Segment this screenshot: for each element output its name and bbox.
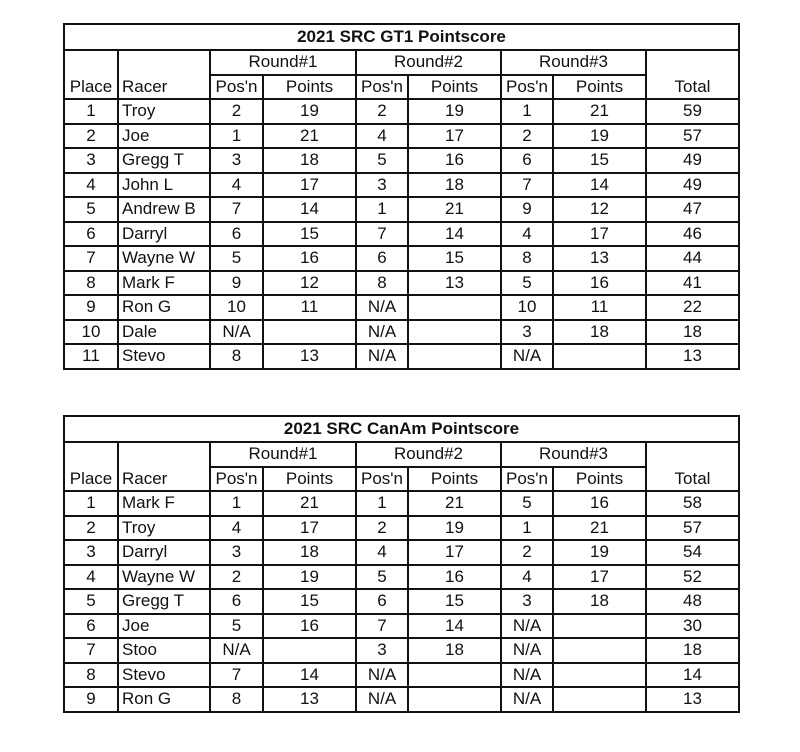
- table-row: [64, 540, 739, 565]
- cell-r1-pos: 1: [210, 124, 263, 149]
- cell-racer: Stevo: [118, 344, 210, 369]
- cell-r2-pos: N/A: [356, 344, 408, 369]
- cell-r3-pts: 17: [553, 222, 646, 247]
- cell-r3-pts: 16: [553, 271, 646, 296]
- cell-r3-pos: N/A: [501, 663, 553, 688]
- cell-racer: John L: [118, 173, 210, 198]
- table-row: [64, 516, 739, 541]
- cell-r1-pos: N/A: [210, 320, 263, 345]
- cell-r3-pos: 1: [501, 99, 553, 124]
- cell-r3-pts: 14: [553, 173, 646, 198]
- cell-racer: Mark F: [118, 271, 210, 296]
- cell-total: 49: [646, 173, 739, 198]
- cell-place: 4: [64, 565, 118, 590]
- cell-place: 8: [64, 663, 118, 688]
- header-racer: Racer: [118, 50, 210, 99]
- cell-r1-pts: 13: [263, 687, 356, 712]
- cell-r3-pos: 3: [501, 320, 553, 345]
- cell-r2-pos: 2: [356, 99, 408, 124]
- cell-place: 6: [64, 222, 118, 247]
- cell-place: 2: [64, 124, 118, 149]
- cell-r2-pts: [408, 344, 501, 369]
- cell-total: 57: [646, 124, 739, 149]
- cell-total: 49: [646, 148, 739, 173]
- cell-r2-pos: 7: [356, 222, 408, 247]
- cell-r2-pos: N/A: [356, 687, 408, 712]
- cell-r1-pos: 7: [210, 663, 263, 688]
- cell-r1-pos: 8: [210, 344, 263, 369]
- table-row: [64, 173, 739, 198]
- cell-total: 52: [646, 565, 739, 590]
- cell-r2-pts: 14: [408, 222, 501, 247]
- header-round-3: Round#3: [501, 442, 646, 467]
- cell-racer: Stoo: [118, 638, 210, 663]
- header-round-1: Round#1: [210, 442, 356, 467]
- cell-r3-pos: 2: [501, 124, 553, 149]
- cell-r1-pos: 4: [210, 173, 263, 198]
- cell-r1-pts: 14: [263, 197, 356, 222]
- cell-place: 7: [64, 246, 118, 271]
- cell-place: 8: [64, 271, 118, 296]
- cell-place: 9: [64, 295, 118, 320]
- table-row: [64, 246, 739, 271]
- table-row: [64, 295, 739, 320]
- cell-r1-pos: 10: [210, 295, 263, 320]
- cell-r3-pos: 1: [501, 516, 553, 541]
- cell-r3-pts: [553, 614, 646, 639]
- cell-r1-pos: 6: [210, 589, 263, 614]
- cell-racer: Ron G: [118, 687, 210, 712]
- cell-r1-pts: 19: [263, 99, 356, 124]
- cell-r1-pos: 4: [210, 516, 263, 541]
- cell-r3-pos: 6: [501, 148, 553, 173]
- gt1-pointscore-table: [63, 23, 740, 370]
- header-r2-posn: Pos'n: [356, 75, 408, 100]
- cell-r3-pts: 19: [553, 124, 646, 149]
- cell-r2-pts: 19: [408, 99, 501, 124]
- cell-r2-pos: 3: [356, 638, 408, 663]
- cell-total: 18: [646, 638, 739, 663]
- cell-r1-pos: 9: [210, 271, 263, 296]
- cell-r2-pts: 16: [408, 565, 501, 590]
- cell-r2-pos: 6: [356, 246, 408, 271]
- cell-r1-pts: [263, 320, 356, 345]
- table-row: [64, 589, 739, 614]
- cell-r1-pts: 18: [263, 148, 356, 173]
- cell-r2-pts: 17: [408, 540, 501, 565]
- cell-total: 58: [646, 491, 739, 516]
- table-row: [64, 344, 739, 369]
- cell-racer: Stevo: [118, 663, 210, 688]
- cell-total: 18: [646, 320, 739, 345]
- cell-r1-pts: 21: [263, 124, 356, 149]
- cell-r3-pos: N/A: [501, 687, 553, 712]
- cell-racer: Wayne W: [118, 246, 210, 271]
- header-total: Total: [646, 442, 739, 491]
- header-r3-posn: Pos'n: [501, 467, 553, 492]
- cell-racer: Joe: [118, 614, 210, 639]
- cell-racer: Darryl: [118, 222, 210, 247]
- cell-r1-pos: 6: [210, 222, 263, 247]
- cell-r2-pts: 18: [408, 173, 501, 198]
- cell-r1-pts: 15: [263, 589, 356, 614]
- cell-r1-pts: 21: [263, 491, 356, 516]
- cell-r2-pos: 4: [356, 540, 408, 565]
- cell-r1-pos: 5: [210, 246, 263, 271]
- cell-total: 13: [646, 344, 739, 369]
- cell-r1-pts: 15: [263, 222, 356, 247]
- cell-r3-pos: N/A: [501, 638, 553, 663]
- table-row: [64, 638, 739, 663]
- cell-racer: Dale: [118, 320, 210, 345]
- header-place: Place: [64, 50, 118, 99]
- header-r3-points: Points: [553, 75, 646, 100]
- cell-r2-pts: [408, 663, 501, 688]
- cell-total: 13: [646, 687, 739, 712]
- cell-place: 3: [64, 540, 118, 565]
- table-title: 2021 SRC GT1 Pointscore: [64, 24, 739, 50]
- cell-r3-pos: 3: [501, 589, 553, 614]
- cell-r3-pos: 2: [501, 540, 553, 565]
- cell-r2-pos: N/A: [356, 663, 408, 688]
- cell-r3-pts: 21: [553, 516, 646, 541]
- cell-place: 11: [64, 344, 118, 369]
- header-total: Total: [646, 50, 739, 99]
- cell-r3-pos: 5: [501, 271, 553, 296]
- cell-total: 59: [646, 99, 739, 124]
- table-row: [64, 148, 739, 173]
- header-r1-points: Points: [263, 467, 356, 492]
- cell-place: 5: [64, 197, 118, 222]
- header-racer: Racer: [118, 442, 210, 491]
- cell-r1-pos: 7: [210, 197, 263, 222]
- cell-r1-pos: 3: [210, 540, 263, 565]
- cell-r1-pts: 13: [263, 344, 356, 369]
- cell-racer: Gregg T: [118, 148, 210, 173]
- cell-place: 6: [64, 614, 118, 639]
- cell-total: 47: [646, 197, 739, 222]
- cell-r2-pts: 13: [408, 271, 501, 296]
- cell-r3-pts: 16: [553, 491, 646, 516]
- cell-r3-pts: [553, 638, 646, 663]
- header-round-3: Round#3: [501, 50, 646, 75]
- cell-place: 5: [64, 589, 118, 614]
- cell-r2-pts: 15: [408, 246, 501, 271]
- cell-r3-pts: 11: [553, 295, 646, 320]
- cell-r2-pos: 3: [356, 173, 408, 198]
- header-r1-points: Points: [263, 75, 356, 100]
- cell-r1-pts: [263, 638, 356, 663]
- cell-r2-pts: 16: [408, 148, 501, 173]
- cell-r2-pts: 21: [408, 197, 501, 222]
- table-title: 2021 SRC CanAm Pointscore: [64, 416, 739, 442]
- cell-racer: Andrew B: [118, 197, 210, 222]
- cell-racer: Darryl: [118, 540, 210, 565]
- cell-r3-pts: 18: [553, 320, 646, 345]
- cell-r2-pos: 8: [356, 271, 408, 296]
- cell-r2-pos: N/A: [356, 295, 408, 320]
- cell-r2-pos: 1: [356, 491, 408, 516]
- header-r2-posn: Pos'n: [356, 467, 408, 492]
- cell-total: 41: [646, 271, 739, 296]
- cell-r3-pts: 18: [553, 589, 646, 614]
- cell-racer: Mark F: [118, 491, 210, 516]
- cell-r3-pts: 12: [553, 197, 646, 222]
- cell-r3-pts: 19: [553, 540, 646, 565]
- cell-r1-pts: 18: [263, 540, 356, 565]
- cell-r1-pts: 11: [263, 295, 356, 320]
- header-round-2: Round#2: [356, 50, 501, 75]
- table-row: [64, 320, 739, 345]
- cell-place: 4: [64, 173, 118, 198]
- header-round-2: Round#2: [356, 442, 501, 467]
- cell-r2-pts: 15: [408, 589, 501, 614]
- cell-r2-pos: 5: [356, 148, 408, 173]
- cell-r2-pts: [408, 320, 501, 345]
- cell-r1-pts: 16: [263, 246, 356, 271]
- cell-r1-pts: 16: [263, 614, 356, 639]
- table-row: [64, 614, 739, 639]
- cell-total: 57: [646, 516, 739, 541]
- cell-r1-pos: 8: [210, 687, 263, 712]
- cell-r1-pos: 1: [210, 491, 263, 516]
- cell-r3-pos: N/A: [501, 344, 553, 369]
- cell-total: 14: [646, 663, 739, 688]
- cell-r2-pts: 19: [408, 516, 501, 541]
- cell-r3-pos: 7: [501, 173, 553, 198]
- cell-r1-pos: N/A: [210, 638, 263, 663]
- cell-r1-pos: 3: [210, 148, 263, 173]
- cell-racer: Troy: [118, 99, 210, 124]
- cell-total: 46: [646, 222, 739, 247]
- cell-racer: Wayne W: [118, 565, 210, 590]
- cell-r2-pos: 1: [356, 197, 408, 222]
- cell-r2-pts: 17: [408, 124, 501, 149]
- cell-r2-pos: 4: [356, 124, 408, 149]
- cell-r1-pos: 5: [210, 614, 263, 639]
- table-row: [64, 197, 739, 222]
- table-row: [64, 99, 739, 124]
- cell-place: 3: [64, 148, 118, 173]
- cell-r1-pts: 17: [263, 173, 356, 198]
- cell-place: 9: [64, 687, 118, 712]
- cell-total: 54: [646, 540, 739, 565]
- cell-r3-pts: [553, 663, 646, 688]
- table-row: [64, 491, 739, 516]
- table-row: [64, 565, 739, 590]
- gt1-pointscore-table-container: [63, 23, 738, 370]
- cell-r3-pos: 9: [501, 197, 553, 222]
- cell-place: 2: [64, 516, 118, 541]
- cell-r2-pos: 5: [356, 565, 408, 590]
- cell-r3-pos: 4: [501, 222, 553, 247]
- cell-racer: Joe: [118, 124, 210, 149]
- header-r3-points: Points: [553, 467, 646, 492]
- cell-r2-pts: [408, 687, 501, 712]
- cell-r2-pos: 6: [356, 589, 408, 614]
- header-r2-points: Points: [408, 75, 501, 100]
- cell-r3-pos: N/A: [501, 614, 553, 639]
- header-place: Place: [64, 442, 118, 491]
- cell-r1-pts: 19: [263, 565, 356, 590]
- canam-pointscore-table: [63, 415, 740, 713]
- cell-r2-pts: 18: [408, 638, 501, 663]
- cell-r3-pos: 8: [501, 246, 553, 271]
- cell-r2-pos: 2: [356, 516, 408, 541]
- cell-r3-pts: 13: [553, 246, 646, 271]
- cell-place: 1: [64, 99, 118, 124]
- cell-r1-pts: 17: [263, 516, 356, 541]
- table-row: [64, 271, 739, 296]
- cell-r2-pos: N/A: [356, 320, 408, 345]
- canam-pointscore-table-container: [63, 415, 738, 713]
- cell-r1-pts: 12: [263, 271, 356, 296]
- cell-place: 7: [64, 638, 118, 663]
- header-round-1: Round#1: [210, 50, 356, 75]
- cell-racer: Gregg T: [118, 589, 210, 614]
- cell-r3-pts: 15: [553, 148, 646, 173]
- cell-total: 30: [646, 614, 739, 639]
- cell-total: 48: [646, 589, 739, 614]
- cell-r3-pos: 5: [501, 491, 553, 516]
- header-r1-posn: Pos'n: [210, 467, 263, 492]
- canam-table-body: [64, 491, 739, 712]
- cell-r1-pos: 2: [210, 99, 263, 124]
- cell-r3-pts: 21: [553, 99, 646, 124]
- header-r3-posn: Pos'n: [501, 75, 553, 100]
- cell-racer: Ron G: [118, 295, 210, 320]
- header-r2-points: Points: [408, 467, 501, 492]
- cell-place: 10: [64, 320, 118, 345]
- table-row: [64, 687, 739, 712]
- table-row: [64, 663, 739, 688]
- cell-r1-pos: 2: [210, 565, 263, 590]
- cell-r2-pts: 14: [408, 614, 501, 639]
- cell-r3-pts: [553, 687, 646, 712]
- cell-r3-pts: [553, 344, 646, 369]
- cell-r1-pts: 14: [263, 663, 356, 688]
- cell-total: 44: [646, 246, 739, 271]
- cell-r3-pts: 17: [553, 565, 646, 590]
- cell-racer: Troy: [118, 516, 210, 541]
- table-row: [64, 124, 739, 149]
- cell-r2-pos: 7: [356, 614, 408, 639]
- cell-r3-pos: 4: [501, 565, 553, 590]
- cell-r2-pts: 21: [408, 491, 501, 516]
- cell-r2-pts: [408, 295, 501, 320]
- cell-place: 1: [64, 491, 118, 516]
- table-row: [64, 222, 739, 247]
- header-r1-posn: Pos'n: [210, 75, 263, 100]
- cell-r3-pos: 10: [501, 295, 553, 320]
- cell-total: 22: [646, 295, 739, 320]
- gt1-table-body: [64, 99, 739, 369]
